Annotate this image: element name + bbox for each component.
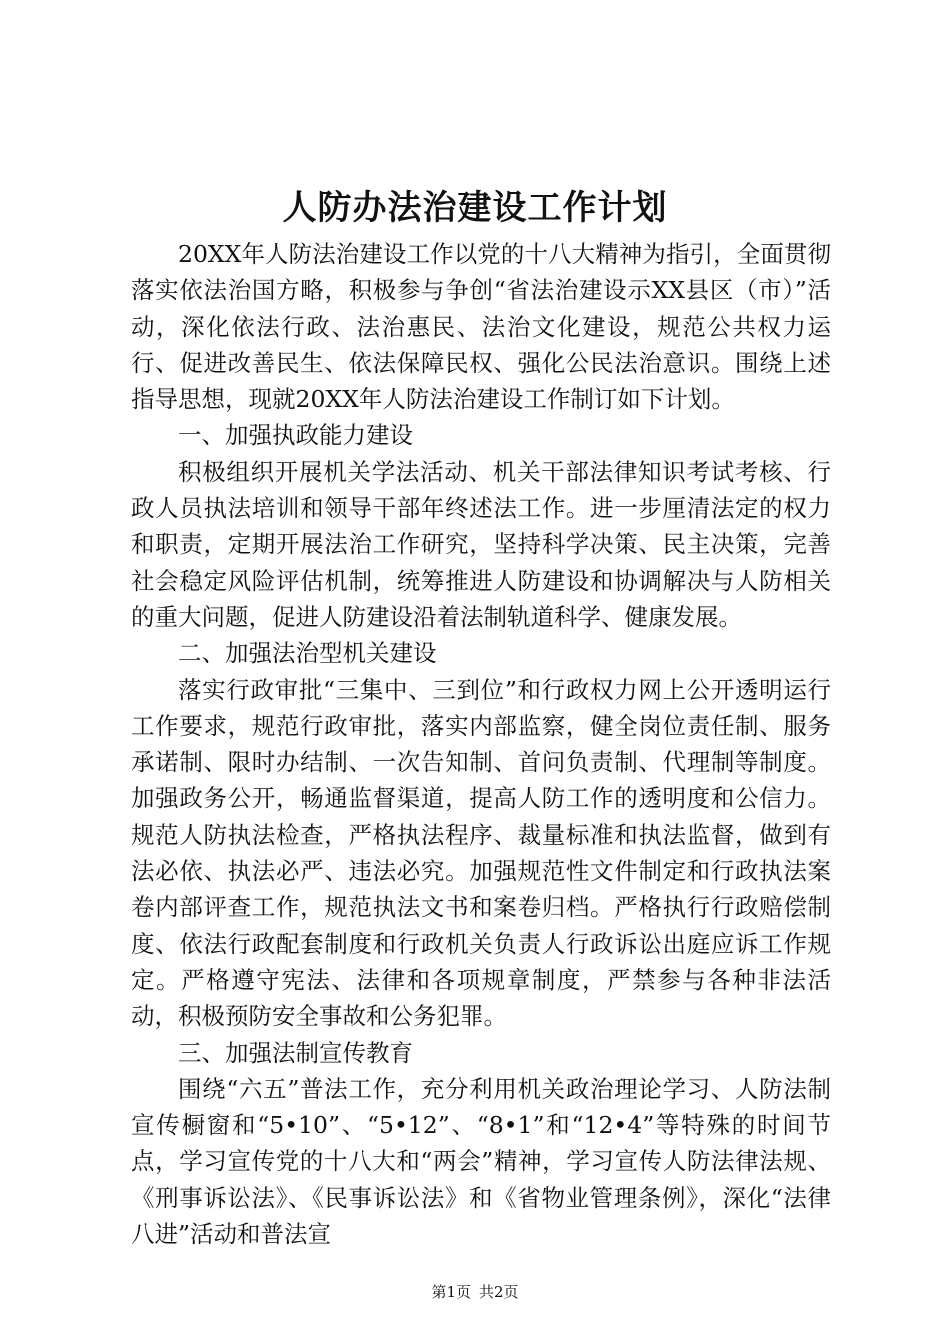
- section-2-paragraph: 落实行政审批“三集中、三到位”和行政权力网上公开透明运行工作要求，规范行政审批，落实内部监察，健全岗位责任制、服务承诺制、限时办结制、一次告知制、首问负责制、代理制等制度。加强政务公开，畅通监督渠道，提高人防工作的透明度和公信力。规范人防执法检查，严格执法程序、裁量标准和执法监督，做到有法必依、执法必严、违法必究。加强规范性文件制定和行政执法案卷内部评查工作，规范执法文书和案卷归档。严格执行行政赔偿制度、依法行政配套制度和行政机关负责人行政诉讼出庭应诉工作规定。严格遵守宪法、法律和各项规章制度，严禁参与各种非法活动，积极预防安全事故和公务犯罪。: [131, 675, 831, 1031]
- section-1-paragraph: 积极组织开展机关学法活动、机关干部法律知识考试考核、行政人员执法培训和领导干部年终述法工作。进一步厘清法定的权力和职责，定期开展法治工作研究，坚持科学决策、民主决策，完善社会稳定风险评估机制，统筹推进人防建设和协调解决与人防相关的重大问题，促进人防建设沿着法制轨道科学、健康发展。: [131, 457, 831, 631]
- document-title: 人防办法治建设工作计划: [282, 188, 668, 228]
- section-heading-3: 三、加强法制宣传教育: [178, 1038, 413, 1067]
- section-3-paragraph: 围绕“六五”普法工作，充分利用机关政治理论学习、人防法制宣传橱窗和“5•10”、“5•12”、“8•1”和“12•4”等特殊的时间节点，学习宣传党的十八大和“两会”精神，学习宣传人防法律法规、《刑事诉讼法》、《民事诉讼法》和《省物业管理条例》，深化“法律八进”活动和普法宣: [131, 1074, 831, 1249]
- page-total: 共2页: [479, 1283, 519, 1301]
- page-footer: [0, 1282, 950, 1302]
- section-heading-1: 一、加强执政能力建设: [178, 421, 413, 450]
- section-heading-2: 二、加强法治型机关建设: [178, 639, 437, 668]
- page-number: 第1页: [431, 1283, 471, 1301]
- intro-paragraph: 20XX年人防法治建设工作以党的十八大精神为指引，全面贯彻落实依法治国方略，积极参与争创“省法治建设示XX县区（市）”活动，深化依法行政、法治惠民、法治文化建设，规范公共权力运行、促进改善民生、依法保障民权、强化公民法治意识。围绕上述指导思想，现就20XX年人防法治建设工作制订如下计划。: [131, 240, 831, 414]
- document-body: [131, 236, 831, 1252]
